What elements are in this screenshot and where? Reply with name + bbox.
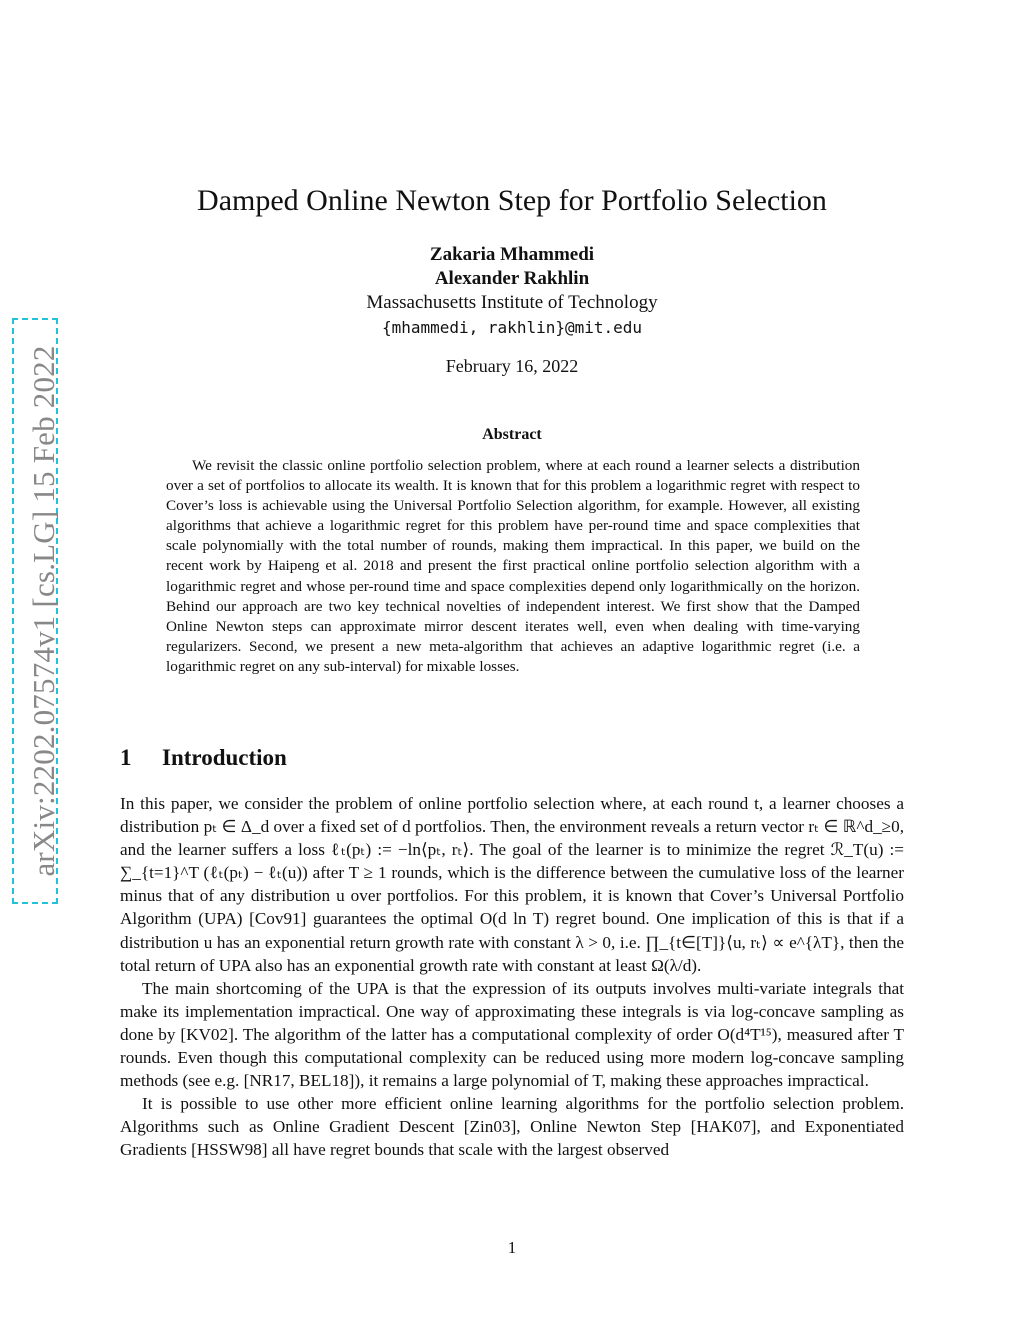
abstract-text: We revisit the classic online portfolio selection problem, where at each round a learner selects a distribution over a set of portfolios to allocate its wealth. It is known that for this problem a logarithmic regret with respect to Cover’s loss is achievable using the Universal Portfolio Selection algorithm, for example. However, all existing algorithms that achieve a logarithmic regret for this problem have per-round time and space complexities that scale polynomially with the total number of rounds, making them impractical. In this paper, we build on the recent work by Haipeng et al. 2018 and present the first practical online portfolio selection algorithm with a logarithmic regret and whose per-round time and space complexities depend only logarithmically on the horizon. Behind our approach are two key technical novelties of independent interest. We first show that the Damped Online Newton steps can approximate mirror descent iterates well, even when dealing with time-varying regularizers. Second, we present a new meta-algorithm that achieves an adaptive logarithmic regret (i.e. a logarithmic regret on any sub-interval) for mixable losses. (166, 457, 860, 675)
author-2: Alexander Rakhlin (434, 268, 590, 289)
publication-date: February 16, 2022 (445, 356, 579, 376)
affiliation: Massachusetts Institute of Technology (366, 292, 658, 313)
author-1: Zakaria Mhammedi (429, 244, 595, 265)
introduction-body (120, 792, 904, 1162)
email-address: {mhammedi, rakhlin}@mit.edu (381, 318, 643, 337)
paper-title: Damped Online Newton Step for Portfolio Selection (197, 184, 827, 217)
page-number: 1 (507, 1238, 517, 1257)
paragraph-1: In this paper, we consider the problem of online portfolio selection where, at each round t, a learner chooses a distribution pₜ ∈ Δ_d over a fixed set of d portfolios. Then, the environment reveals a return vector rₜ ∈ ℝ^d_≥0, and the learner suffers a loss ℓₜ(pₜ) := −ln⟨pₜ, rₜ⟩. The goal of the learner is to minimize the regret ℛ_T(u) := ∑_{t=1}^T (ℓₜ(pₜ) − ℓₜ(u)) after T ≥ 1 rounds, which is the difference between the cumulative loss of the learner minus that of any distribution u over portfolios. For this problem, it is known that Cover’s Universal Portfolio Algorithm (UPA) [Cov91] guarantees the optimal O(d ln T) regret bound. One implication of this is that if a distribution u has an exponential return growth rate with constant λ > 0, i.e. ∏_{t∈[T]}⟨u, rₜ⟩ ∝ e^{λT}, then the total return of UPA also has an exponential growth rate with constant at least Ω(λ/d). (120, 794, 904, 975)
paragraph-2: The main shortcoming of the UPA is that the expression of its outputs involves multi-variate integrals that make its implementation impractical. One way of approximating these integrals is via log-concave sampling as done by [KV02]. The algorithm of the latter has a computational complexity of order O(d⁴T¹⁵), measured after T rounds. Even though this computational complexity can be reduced using more modern log-concave sampling methods (see e.g. [NR17, BEL18]), it remains a large polynomial of T, making these approaches impractical. (120, 978, 904, 1091)
abstract-heading: Abstract (482, 426, 542, 443)
section-title: Introduction (162, 745, 287, 770)
section-number: 1 (120, 745, 132, 770)
arxiv-identifier[interactable]: arXiv:2202.07574v1 [cs.LG] 15 Feb 2022 (26, 345, 61, 877)
paragraph-3: It is possible to use other more efficient online learning algorithms for the portfolio selection problem. Algorithms such as Online Gradient Descent [Zin03], Online Newton Step [HAK07], and Exponentiated Gradients [HSSW98] all have regret bounds that scale with the largest observed (120, 1094, 904, 1160)
section-heading-introduction (120, 745, 287, 771)
